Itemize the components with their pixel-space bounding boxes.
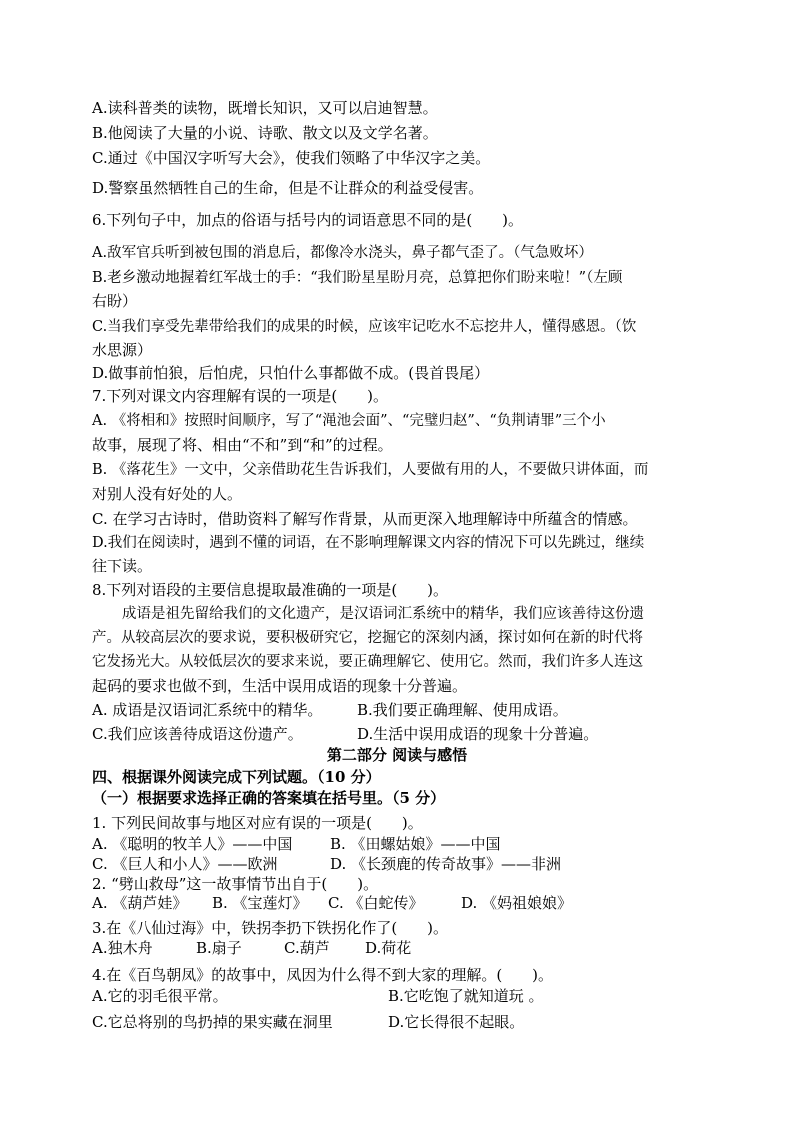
r3-option-a: A.独木舟 — [92, 939, 153, 957]
r3-option-d: D.荷花 — [365, 939, 412, 957]
r2-option-b: B. 《宝莲灯》 — [212, 894, 308, 912]
r1-option-b: B. 《田螺姑娘》——中国 — [330, 835, 501, 853]
q6-option-b-line2: 右盼） — [92, 292, 138, 310]
q7-option-d-line2: 往下读。 — [92, 557, 153, 575]
r4-stem: 4.在《百鸟朝凤》的故事中，凤因为什么得不到大家的理解。( )。 — [92, 966, 554, 984]
r2-option-c: C. 《白蛇传》 — [328, 894, 424, 912]
q7-option-b-line2: 对别人没有好处的人。 — [92, 485, 243, 503]
q6-stem: 6.下列句子中，加点的俗语与括号内的词语意思不同的是( )。 — [92, 211, 524, 229]
r3-option-b: B.扇子 — [196, 939, 242, 957]
subsection1-heading: （一）根据要求选择正确的答案填在括号里。（5 分） — [92, 789, 446, 807]
q8-option-c: C.我们应该善待成语这份遗产。 — [92, 725, 303, 743]
q5-option-b: B.他阅读了大量的小说、诗歌、散文以及文学名著。 — [92, 124, 438, 142]
q8-passage-line4: 起码的要求也做不到，生活中误用成语的现象十分普遍。 — [92, 677, 468, 695]
r4-option-b: B.它吃饱了就知道玩 。 — [388, 987, 544, 1005]
q8-stem: 8.下列对语段的主要信息提取最准确的一项是( )。 — [92, 581, 449, 599]
q8-option-a: A. 成语是汉语词汇系统中的精华。 — [92, 701, 323, 719]
q7-option-c: C. 在学习古诗时，借助资料了解写作背景，从而更深入地理解诗中所蕴含的情感。 — [92, 510, 638, 528]
r4-option-d: D.它长得很不起眼。 — [388, 1013, 525, 1031]
q8-passage-line3: 它发扬光大。从较低层次的要求来说，要正确理解它、使用它。然而，我们许多人连这 — [92, 654, 643, 670]
q7-option-a-line1: A. 《将相和》按照时间顺序，写了“渑池会面”、“完璧归赵”、“负荆请罪”三个小 — [92, 413, 606, 429]
q8-passage-line1: 成语是祖先留给我们的文化遗产，是汉语词汇系统中的精华，我们应该善待这份遗 — [122, 606, 644, 622]
r2-option-a: A. 《葫芦娃》 — [92, 894, 188, 912]
q6-option-b-line1: B.老乡激动地握着红军战士的手：“我们盼星星盼月亮，总算把你们盼来啦！”（左顾 — [92, 270, 623, 286]
q8-option-b: B.我们要正确理解、使用成语。 — [357, 701, 568, 719]
r3-option-c: C.葫芦 — [284, 939, 330, 957]
q6-option-c-line2: 水思源） — [92, 341, 153, 359]
q8-option-d: D.生活中误用成语的现象十分普遍。 — [357, 725, 599, 743]
q8-passage-line2: 产。从较高层次的要求说，要积极研究它，挖掘它的深刻内涵，探讨如何在新的时代将 — [92, 630, 643, 646]
part2-title: 第二部分 阅读与感悟 — [326, 746, 468, 764]
r4-option-c: C.它总将别的鸟扔掉的果实藏在洞里 — [92, 1013, 333, 1031]
q5-option-a: A.读科普类的读物，既增长知识，又可以启迪智慧。 — [92, 99, 438, 117]
q6-option-c-line1: C.当我们享受先辈带给我们的成果的时候，应该牢记吃水不忘挖井人，懂得感恩。（饮 — [92, 319, 637, 335]
q5-option-d: D.警察虽然牺牲自己的生命，但是不让群众的利益受侵害。 — [92, 179, 484, 197]
r4-option-a: A.它的羽毛很平常。 — [92, 987, 228, 1005]
r2-option-d: D. 《妈祖娘娘》 — [461, 894, 573, 912]
q7-option-b-line1: B. 《落花生》一文中，父亲借助花生告诉我们，人要做有用的人，不要做只讲体面，而 — [92, 462, 649, 478]
r1-option-d: D. 《长颈鹿的传奇故事》——非洲 — [330, 855, 562, 873]
q6-option-a: A.敌军官兵听到被包围的消息后，都像冷水浇头，鼻子都气歪了。（气急败坏） — [92, 245, 593, 261]
r1-stem: 1. 下列民间故事与地区对应有误的一项是( )。 — [92, 814, 423, 832]
q7-option-d-line1: D.我们在阅读时，遇到不懂的词语，在不影响理解课文内容的情况下可以先跳过，继续 — [92, 535, 645, 551]
q7-stem: 7.下列对课文内容理解有误的一项是( )。 — [92, 387, 389, 405]
q7-option-a-line2: 故事，展现了将、相由“不和”到“和”的过程。 — [92, 436, 393, 454]
r2-stem: 2. “劈山救母”这一故事情节出自于( )。 — [92, 875, 379, 893]
r1-option-a: A. 《聪明的牧羊人》——中国 — [92, 835, 293, 853]
r3-stem: 3.在《八仙过海》中，铁拐李扔下铁拐化作了( )。 — [92, 919, 449, 937]
r1-option-c: C. 《巨人和小人》——欧洲 — [92, 855, 278, 873]
q5-option-c: C.通过《中国汉字听写大会》，使我们领略了中华汉字之美。 — [92, 149, 491, 167]
q6-option-d: D.做事前怕狼，后怕虎，只怕什么事都做不成。(畏首畏尾） — [92, 364, 490, 382]
section4-heading: 四、根据课外阅读完成下列试题。（10 分） — [92, 768, 381, 786]
